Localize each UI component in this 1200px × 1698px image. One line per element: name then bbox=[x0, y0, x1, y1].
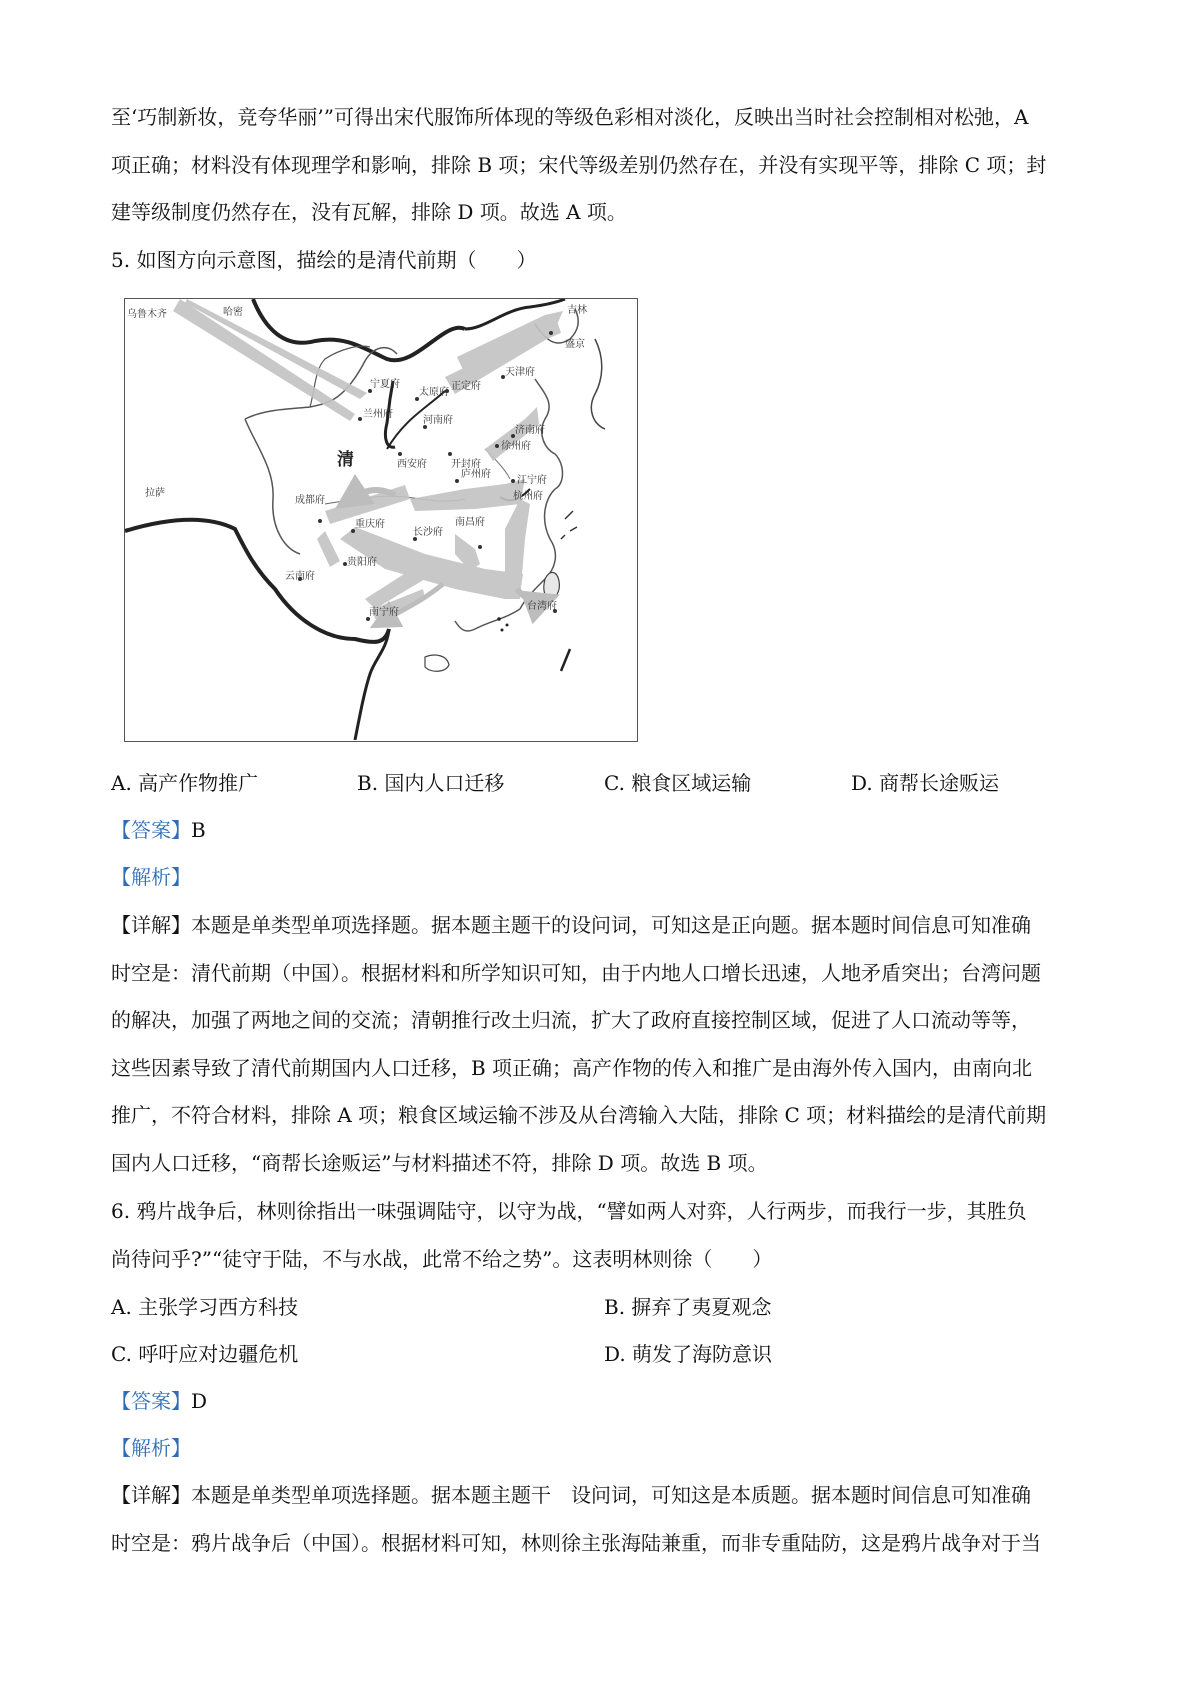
q5-option-a: A. 高产作物推广 bbox=[111, 771, 259, 795]
map-label-chengdu: 成都府 bbox=[295, 495, 325, 506]
answer-tag: 【答案】 bbox=[111, 1389, 191, 1413]
q5-option-c: C. 粮食区域运输 bbox=[604, 771, 752, 795]
map-label-taiyuan: 太原府 bbox=[419, 387, 449, 398]
map-label-lasa: 拉萨 bbox=[145, 488, 165, 499]
map-label-jinan: 济南府 bbox=[515, 425, 545, 436]
map-label-kaifeng: 开封府 bbox=[451, 459, 481, 470]
answer-value: D bbox=[191, 1389, 208, 1413]
detail-tag: 【详解】 bbox=[111, 1483, 191, 1507]
map-label-qing: 清 bbox=[337, 450, 354, 470]
prev-analysis-line: 建等级制度仍然存在，没有瓦解，排除 D 项。故选 A 项。 bbox=[111, 200, 627, 224]
prev-analysis-line: 项正确；材料没有体现理学和影响，排除 B 项；宋代等级差别仍然存在，并没有实现平等，排除 C 项；封 bbox=[111, 152, 1047, 177]
detail-line: 时空是：鸦片战争后（中国）。根据材料可知，林则徐主张海陆兼重，而非专重陆防，这是鸦片战争对于当 bbox=[111, 1530, 1041, 1555]
map-label-lanzhou: 兰州府 bbox=[363, 409, 393, 420]
map-label-taiwan: 台湾府 bbox=[527, 601, 557, 612]
q6-option-c: C. 呼吁应对边疆危机 bbox=[111, 1342, 299, 1366]
q5-detail bbox=[111, 902, 1101, 1187]
q6-stem-line: 尚待问乎?”“徒守于陆，不与水战，此常不给之势”。这表明林则徐（ ） bbox=[111, 1246, 773, 1271]
map-label-zhengding: 正定府 bbox=[451, 381, 481, 392]
detail-line: 的解决，加强了两地之间的交流；清朝推行改土归流，扩大了政府直接控制区域，促进了人口流动等等， bbox=[111, 1008, 1031, 1032]
qing-migration-map bbox=[124, 298, 638, 742]
q5-option-d: D. 商帮长途贩运 bbox=[851, 771, 1000, 795]
map-label-hangzhou: 杭州府 bbox=[513, 491, 543, 502]
map-label-xuzhou: 徐州府 bbox=[501, 441, 531, 452]
q5-analysis-tag: 【解析】 bbox=[111, 865, 191, 889]
map-label-chongqing: 重庆府 bbox=[355, 519, 385, 530]
q5-option-b: B. 国内人口迁移 bbox=[357, 771, 505, 795]
map-label-guiyang: 贵阳府 bbox=[347, 557, 377, 568]
detail-tag: 【详解】 bbox=[111, 913, 191, 937]
map-label-jilin: 吉林 bbox=[567, 305, 587, 316]
detail-line: 本题是单类型单项选择题。据本题主题干 设问词，可知这是本质题。据本题时间信息可知准确 bbox=[191, 1483, 1031, 1507]
map-label-hami: 哈密 bbox=[223, 307, 243, 318]
prev-analysis bbox=[111, 94, 1101, 237]
q6-detail bbox=[111, 1472, 1101, 1567]
answer-tag: 【答案】 bbox=[111, 818, 191, 842]
q6-stem bbox=[111, 1188, 1101, 1283]
answer-value: B bbox=[191, 818, 206, 842]
map-label-yunnan: 云南府 bbox=[285, 571, 315, 582]
q6-option-b: B. 摒弃了夷夏观念 bbox=[604, 1295, 772, 1319]
prev-analysis-line: 至‘巧制新妆，竞夸华丽’”可得出宋代服饰所体现的等级色彩相对淡化，反映出当时社会控制相对松弛，A bbox=[111, 105, 1029, 129]
detail-line: 时空是：清代前期（中国）。根据材料和所学知识可知，由于内地人口增长迅速，人地矛盾突出；台湾问题 bbox=[111, 960, 1041, 985]
q6-option-d: D. 萌发了海防意识 bbox=[604, 1342, 773, 1366]
q6-answer bbox=[111, 1386, 207, 1416]
q6-option-a: A. 主张学习西方科技 bbox=[111, 1295, 299, 1319]
map-label-nanchang: 南昌府 bbox=[455, 517, 485, 528]
q5-stem: 5. 如图方向示意图，描绘的是清代前期（ ） bbox=[111, 248, 537, 272]
map-label-jiangning: 江宁府 bbox=[517, 475, 547, 486]
detail-line: 推广，不符合材料，排除 A 项；粮食区域运输不涉及从台湾输入大陆，排除 C 项；材料描绘的是清代前期 bbox=[111, 1103, 1047, 1127]
q6-analysis-tag: 【解析】 bbox=[111, 1436, 191, 1460]
map-label-nanning: 南宁府 bbox=[369, 607, 399, 618]
detail-line: 本题是单类型单项选择题。据本题主题干的设问词，可知这是正向题。据本题时间信息可知准确 bbox=[191, 913, 1031, 937]
map-label-shengjing: 盛京 bbox=[565, 339, 585, 350]
detail-line: 这些因素导致了清代前期国内人口迁移，B 项正确；高产作物的传入和推广是由海外传入国内，由南向北 bbox=[111, 1055, 1033, 1080]
map-label-changsha: 长沙府 bbox=[413, 527, 443, 538]
map-label-wulumuqi: 乌鲁木齐 bbox=[127, 309, 167, 320]
map-label-luzhou: 庐州府 bbox=[461, 469, 491, 480]
q6-stem-line: 6. 鸦片战争后，林则徐指出一味强调陆守，以守为战，“譬如两人对弈，人行两步，而我行一步，其胜负 bbox=[111, 1199, 1027, 1223]
map-label-ningxia: 宁夏府 bbox=[370, 379, 400, 390]
q5-answer bbox=[111, 815, 206, 845]
map-label-xian: 西安府 bbox=[397, 459, 427, 470]
map-label-henan: 河南府 bbox=[423, 415, 453, 426]
detail-line: 国内人口迁移，“商帮长途贩运”与材料描述不符，排除 D 项。故选 B 项。 bbox=[111, 1150, 768, 1175]
map-label-tianjin: 天津府 bbox=[505, 367, 535, 378]
